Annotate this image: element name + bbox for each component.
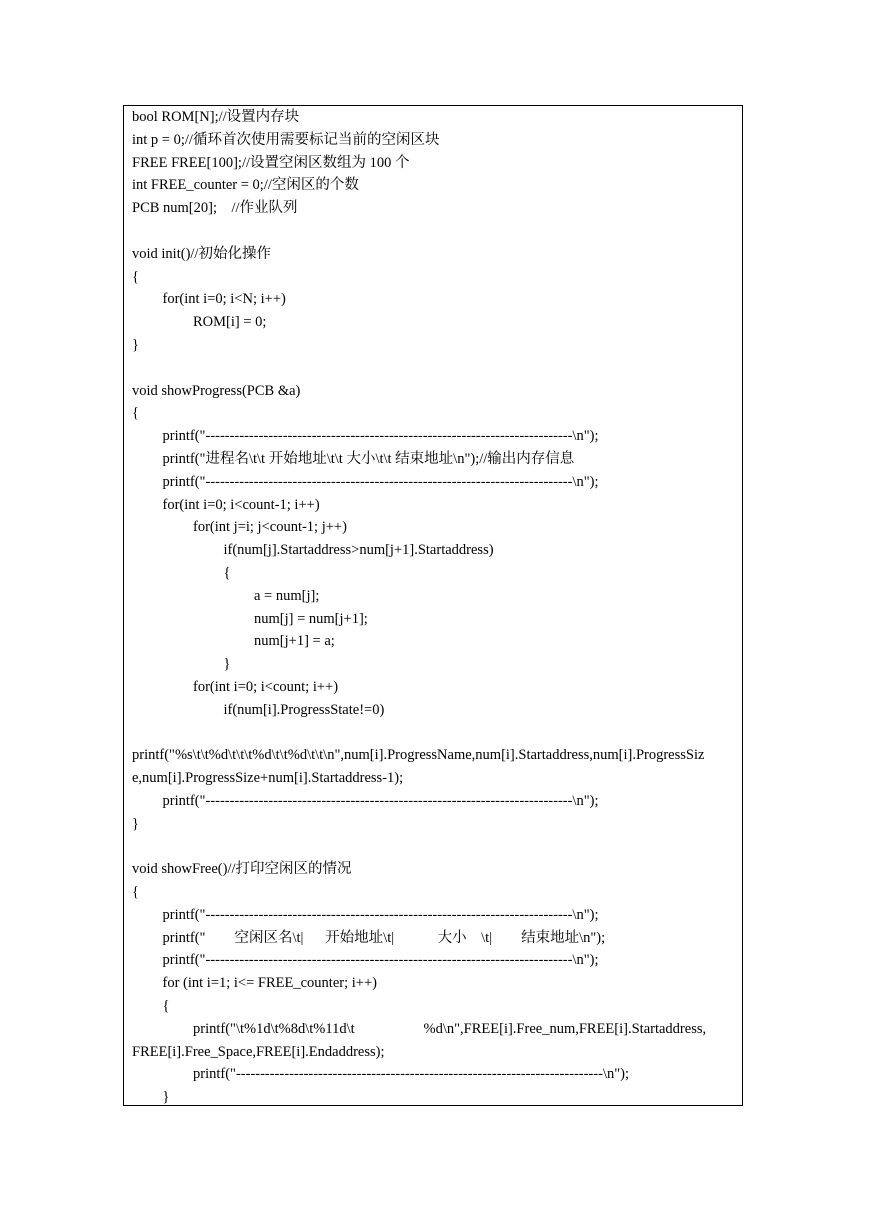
code-line: bool ROM[N];//设置内存块 (132, 109, 300, 125)
code-line: e,num[i].ProgressSize+num[i].Startaddress-1); (132, 770, 404, 787)
code-line: printf(" 空闲区名\t| 开始地址\t| 大小 \t| 结束地址\n"); (162, 929, 606, 946)
code-line: } (162, 1089, 170, 1106)
code-line: for(int i=0; i<N; i++) (162, 291, 286, 308)
code-line: printf("\t%1d\t%8d\t%11d\t %d\n",FREE[i].Free_num,FREE[i].Startaddress, (193, 1020, 707, 1037)
code-line: printf("----------------------------------------------------------------------------\n"); (162, 906, 599, 923)
code-line: int p = 0;//循环首次使用需要标记当前的空闲区块 (132, 131, 440, 148)
code-line: printf("----------------------------------------------------------------------------\n"); (162, 792, 599, 809)
code-line: printf("----------------------------------------------------------------------------\n"); (162, 428, 599, 445)
code-line: printf("----------------------------------------------------------------------------\n"); (162, 952, 599, 969)
code-line: void showFree()//打印空闲区的情况 (132, 861, 352, 878)
code-line: num[j+1] = a; (254, 633, 335, 650)
code-line: printf("%s\t\t%d\t\t\t%d\t\t%d\t\t\n",num[i].ProgressName,num[i].Startaddress,num[i].ProgressSiz (132, 747, 705, 764)
code-line: { (132, 884, 139, 901)
code-line: PCB num[20]; //作业队列 (132, 200, 298, 217)
code-line: for (int i=1; i<= FREE_counter; i++) (162, 975, 377, 992)
code-line: { (223, 564, 231, 581)
code-listing-box (123, 105, 743, 1106)
code-line: int FREE_counter = 0;//空闲区的个数 (132, 177, 359, 194)
code-line: if(num[i].ProgressState!=0) (223, 701, 385, 718)
code-line: for(int i=0; i<count; i++) (193, 678, 339, 695)
code-line: { (162, 998, 170, 1015)
code-line: } (132, 815, 139, 832)
code-line: void init()//初始化操作 (132, 245, 271, 262)
code-line: if(num[j].Startaddress>num[j+1].Startaddress) (223, 542, 494, 559)
code-line: a = num[j]; (254, 587, 320, 604)
code-lines (132, 106, 736, 1106)
code-line (132, 357, 736, 380)
code-line: void showProgress(PCB &a) (132, 382, 301, 399)
code-line: for(int i=0; i<count-1; i++) (162, 496, 320, 513)
code-line: ROM[i] = 0; (193, 314, 267, 331)
code-line: } (223, 656, 231, 673)
code-line: FREE FREE[100];//设置空闲区数组为 100 个 (132, 154, 410, 171)
code-line (132, 836, 736, 859)
code-line: { (132, 405, 139, 422)
code-line: num[j] = num[j+1]; (254, 610, 368, 627)
code-line (132, 220, 736, 243)
code-line: FREE[i].Free_Space,FREE[i].Endaddress); (132, 1043, 385, 1060)
code-line: for(int j=i; j<count-1; j++) (193, 519, 347, 536)
code-line: printf("----------------------------------------------------------------------------\n"); (193, 1066, 629, 1083)
code-line: } (132, 336, 139, 353)
code-line: { (132, 268, 139, 285)
code-line: printf("----------------------------------------------------------------------------\n"); (162, 473, 599, 490)
code-line: printf("进程名\t\t 开始地址\t\t 大小\t\t 结束地址\n");//输出内存信息 (162, 450, 575, 467)
code-line (132, 722, 736, 745)
